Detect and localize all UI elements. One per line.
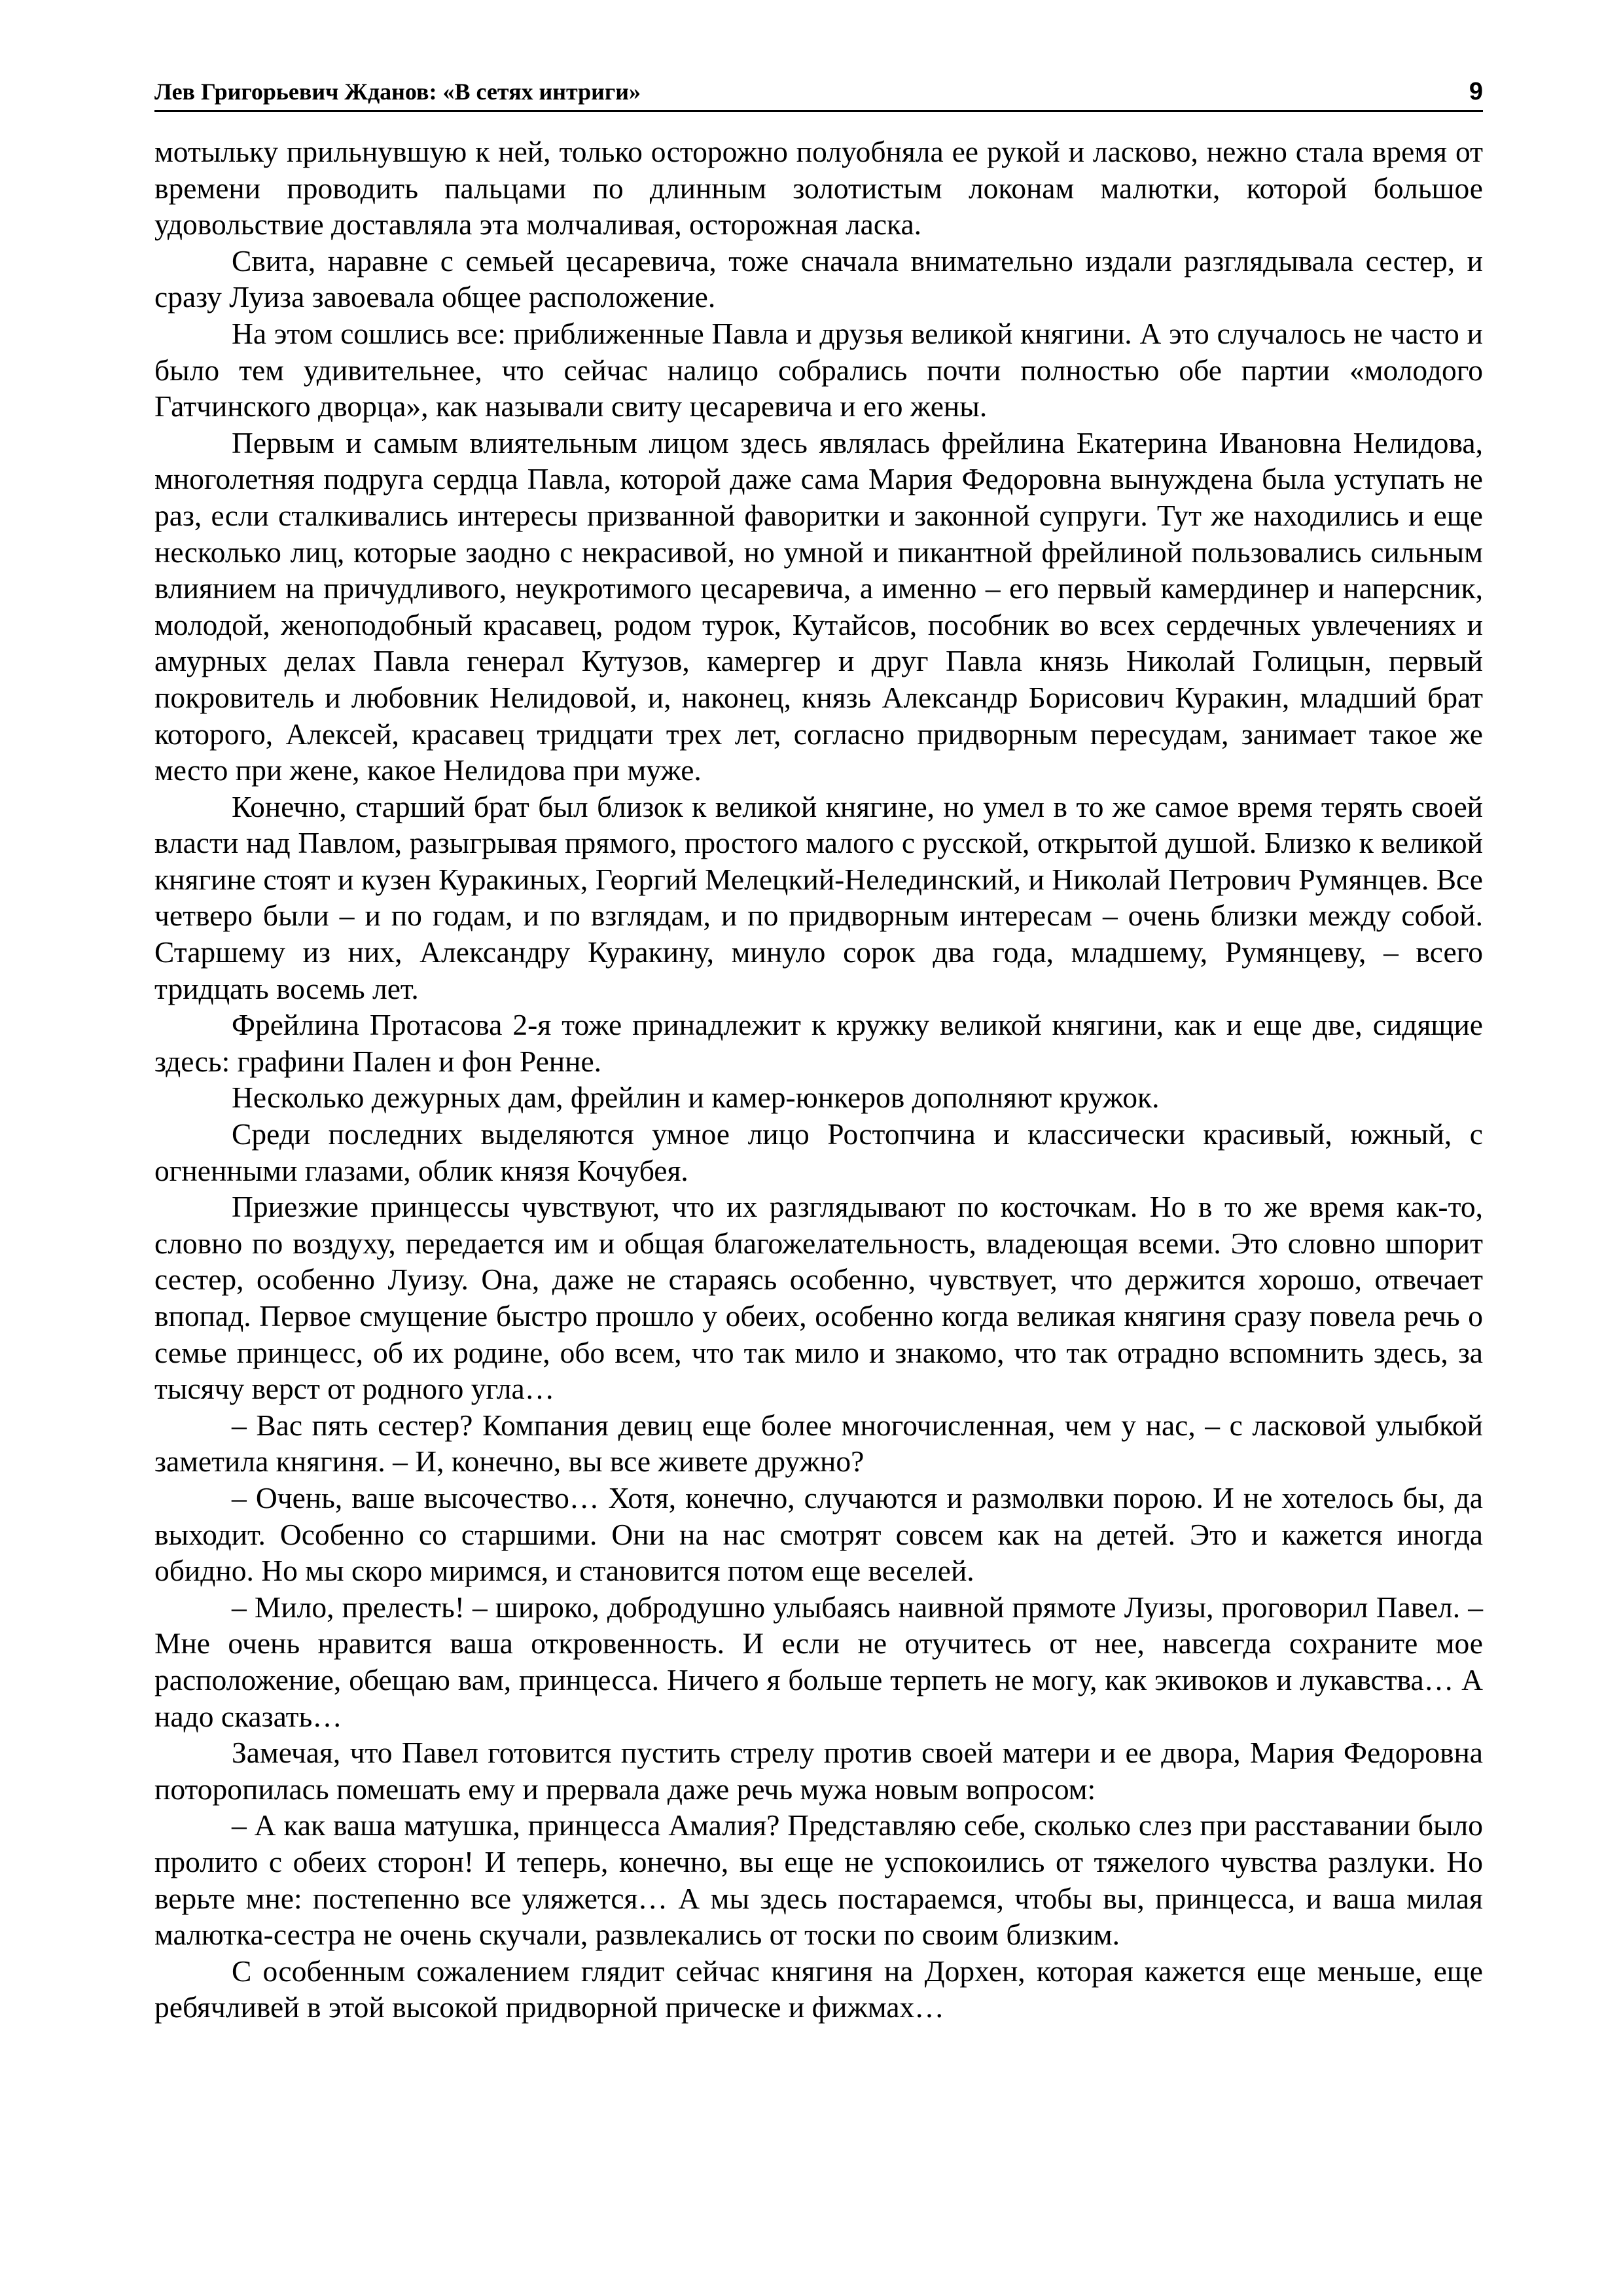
page-number: 9 <box>1469 78 1483 105</box>
paragraph: Приезжие принцессы чувствуют, что их разглядывают по косточкам. Но в то же время как-то, словно по воздуху, передается им и общая благожелательность, владеющая всеми. Это словно шпорит сестер, особенно Луизу. Она, даже не стараясь особенно, чувствует, что держится хорошо, отвечает впопад. Первое смущение быстро прошло у обеих, особенно когда великая княгиня сразу повела речь о семье принцесс, об их родине, обо всем, что так мило и знакомо, что так отрадно вспомнить здесь, за тысячу верст от родного угла… <box>154 1190 1483 1406</box>
paragraph: Среди последних выделяются умное лицо Ростопчина и классически красивый, южный, с огненными глазами, облик князя Кочубея. <box>154 1117 1483 1187</box>
paragraph: На этом сошлись все: приближенные Павла и друзья великой княгини. А это случалось не часто и было тем удивительнее, что сейчас налицо собрались почти полностью обе партии «молодого Гатчинского дворца», как называли свиту цесаревича и его жены. <box>154 316 1483 423</box>
paragraph: Свита, наравне с семьей цесаревича, тоже сначала внимательно издали разглядывала сестер, и сразу Луиза завоевала общее расположение. <box>154 243 1483 314</box>
paragraph: Первым и самым влиятельным лицом здесь являлась фрейлина Екатерина Ивановна Нелидова, многолетняя подруга сердца Павла, которой даже сама Мария Федоровна вынуждена была уступать не раз, если сталкивались интересы призванной фаворитки и законной супруги. Тут же находились и еще несколько лиц, которые заодно с некрасивой, но умной и пикантной фрейлиной пользовались сильным влиянием на причудливого, неукротимого цесаревича, а именно – его первый камердинер и наперсник, молодой, женоподобный красавец, родом турок, Кутайсов, пособник во всех сердечных увлечениях и амурных делах Павла генерал Кутузов, камергер и друг Павла князь Николай Голицын, первый покровитель и любовник Нелидовой, и, наконец, князь Александр Борисович Куракин, младший брат которого, Алексей, красавец тридцати трех лет, согласно придворным пересудам, занимает такое же место при жене, какое Нелидова при муже. <box>154 425 1483 787</box>
paragraph: Несколько дежурных дам, фрейлин и камер-юнкеров дополняют кружок. <box>232 1081 1160 1115</box>
paragraph: Конечно, старший брат был близок к великой княгине, но умел в то же самое время терять своей власти над Павлом, разыгрывая прямого, простого малого с русской, открытой душой. Близко к великой княгине стоят и кузен Куракиных, Георгий Мелецкий-Нелединский, и Николай Петрович Румянцев. Все четверо были – и по годам, и по взглядам, и по придворным интересам – очень близки между собой. Старшему из них, Александру Куракину, минуло сорок два года, младшему, Румянцеву, – всего тридцать восемь лет. <box>154 789 1483 1005</box>
paragraph: мотыльку прильнувшую к ней, только осторожно полуобняла ее рукой и ласково, нежно стала время от времени проводить пальцами по длинным золотистым локонам малютки, которой большое удовольствие доставляла эта молчаливая, осторожная ласка. <box>154 135 1483 242</box>
paragraph: – А как ваша матушка, принцесса Амалия? Представляю себе, сколько слез при расставании было пролито с обеих сторон! И теперь, конечно, вы еще не успокоились от тяжелого чувства разлуки. Но верьте мне: постепенно все уляжется… А мы здесь постараемся, чтобы вы, принцесса, и ваша милая малютка-сестра не очень скучали, развлекались от тоски по своим близким. <box>154 1808 1483 1952</box>
body-text <box>154 134 1483 2026</box>
paragraph: – Мило, прелесть! – широко, добродушно улыбаясь наивной прямоте Луизы, проговорил Павел. – Мне очень нравится ваша откровенность. И если не отучитесь от нее, навсегда сохраните мое расположение, обещаю вам, принцесса. Ничего я больше терпеть не могу, как экивоков и лукавства… А надо сказать… <box>154 1590 1483 1733</box>
paragraph: – Вас пять сестер? Компания девиц еще более многочисленная, чем у нас, – с ласковой улыбкой заметила княгиня. – И, конечно, вы все живете дружно? <box>154 1408 1483 1479</box>
running-header <box>154 73 1483 112</box>
paragraph: Фрейлина Протасова 2-я тоже принадлежит к кружку великой княгини, как и еще две, сидящие здесь: графини Пален и фон Ренне. <box>154 1008 1483 1078</box>
header-title: Лев Григорьевич Жданов: «В сетях интриги» <box>154 79 641 105</box>
paragraph: Замечая, что Павел готовится пустить стрелу против своей матери и ее двора, Мария Федоровна поторопилась помешать ему и прервала даже речь мужа новым вопросом: <box>154 1736 1483 1806</box>
paragraph: С особенным сожалением глядит сейчас княгиня на Дорхен, которая кажется еще меньше, еще ребячливей в этой высокой придворной прическе и фижмах… <box>154 1954 1483 2024</box>
paragraph: – Очень, ваше высочество… Хотя, конечно, случаются и размолвки порою. И не хотелось бы, да выходит. Особенно со старшими. Они на нас смотрят совсем как на детей. Это и кажется иногда обидно. Но мы скоро миримся, и становится потом еще веселей. <box>154 1480 1483 1588</box>
